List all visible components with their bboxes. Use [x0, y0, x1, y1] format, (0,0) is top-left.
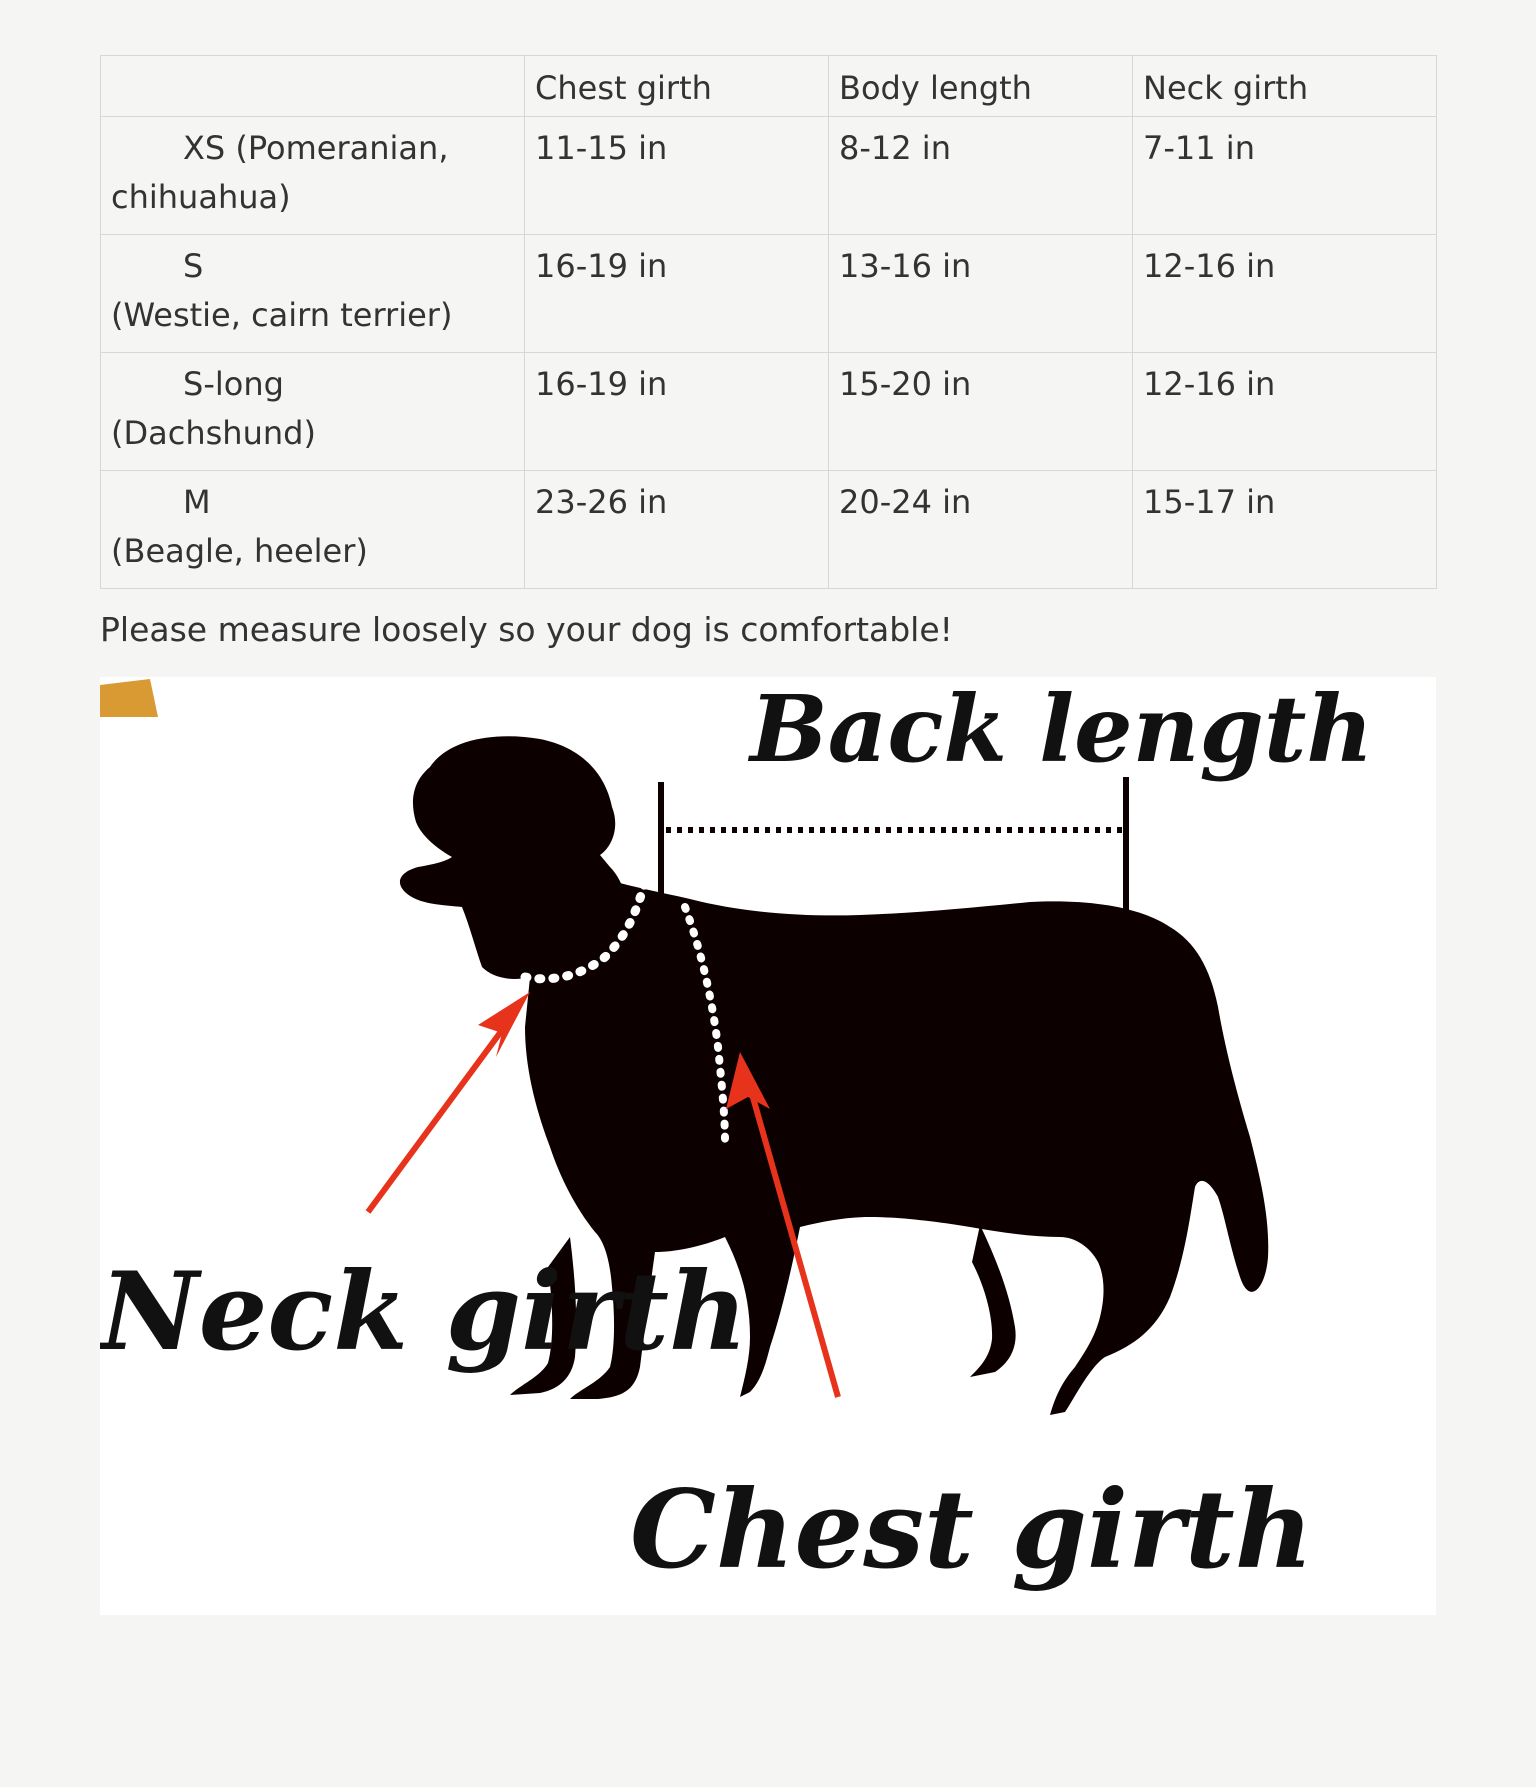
- neck-girth-cell: 7-11 in: [1133, 117, 1437, 235]
- body-length-cell: 20-24 in: [829, 471, 1133, 589]
- body-length-cell: 15-20 in: [829, 353, 1133, 471]
- header-body-length: Body length: [829, 56, 1133, 117]
- header-neck-girth: Neck girth: [1133, 56, 1437, 117]
- size-label: XS (Pomeranian,: [183, 129, 449, 167]
- neck-girth-label: Neck girth: [100, 1249, 748, 1375]
- table-row: [101, 235, 1437, 353]
- chest-girth-label: Chest girth: [630, 1467, 1314, 1593]
- size-breeds: (Westie, cairn terrier): [111, 296, 453, 334]
- size-label: M: [183, 483, 211, 521]
- header-size: [101, 56, 525, 117]
- size-breeds: (Beagle, heeler): [111, 532, 368, 570]
- neck-girth-cell: 12-16 in: [1133, 353, 1437, 471]
- measure-note: Please measure loosely so your dog is comfortable!: [100, 610, 953, 649]
- size-breeds: chihuahua): [111, 178, 291, 216]
- table-row: [101, 471, 1437, 589]
- size-cell: [101, 117, 525, 235]
- size-chart-table: [100, 55, 1437, 589]
- chest-girth-cell: 16-19 in: [525, 235, 829, 353]
- size-breeds: (Dachshund): [111, 414, 316, 452]
- chest-girth-cell: 16-19 in: [525, 353, 829, 471]
- body-length-cell: 13-16 in: [829, 235, 1133, 353]
- size-cell: [101, 471, 525, 589]
- measurement-diagram: [100, 677, 1436, 1615]
- chest-girth-cell: 23-26 in: [525, 471, 829, 589]
- chest-girth-cell: 11-15 in: [525, 117, 829, 235]
- back-length-label: Back length: [750, 677, 1374, 783]
- size-cell: [101, 353, 525, 471]
- size-label: S-long: [183, 365, 284, 403]
- header-chest-girth: Chest girth: [525, 56, 829, 117]
- table-row: [101, 353, 1437, 471]
- size-label: S: [183, 247, 204, 285]
- size-cell: [101, 235, 525, 353]
- neck-girth-cell: 12-16 in: [1133, 235, 1437, 353]
- neck-girth-cell: 15-17 in: [1133, 471, 1437, 589]
- body-length-cell: 8-12 in: [829, 117, 1133, 235]
- table-row: [101, 117, 1437, 235]
- table-header-row: [101, 56, 1437, 117]
